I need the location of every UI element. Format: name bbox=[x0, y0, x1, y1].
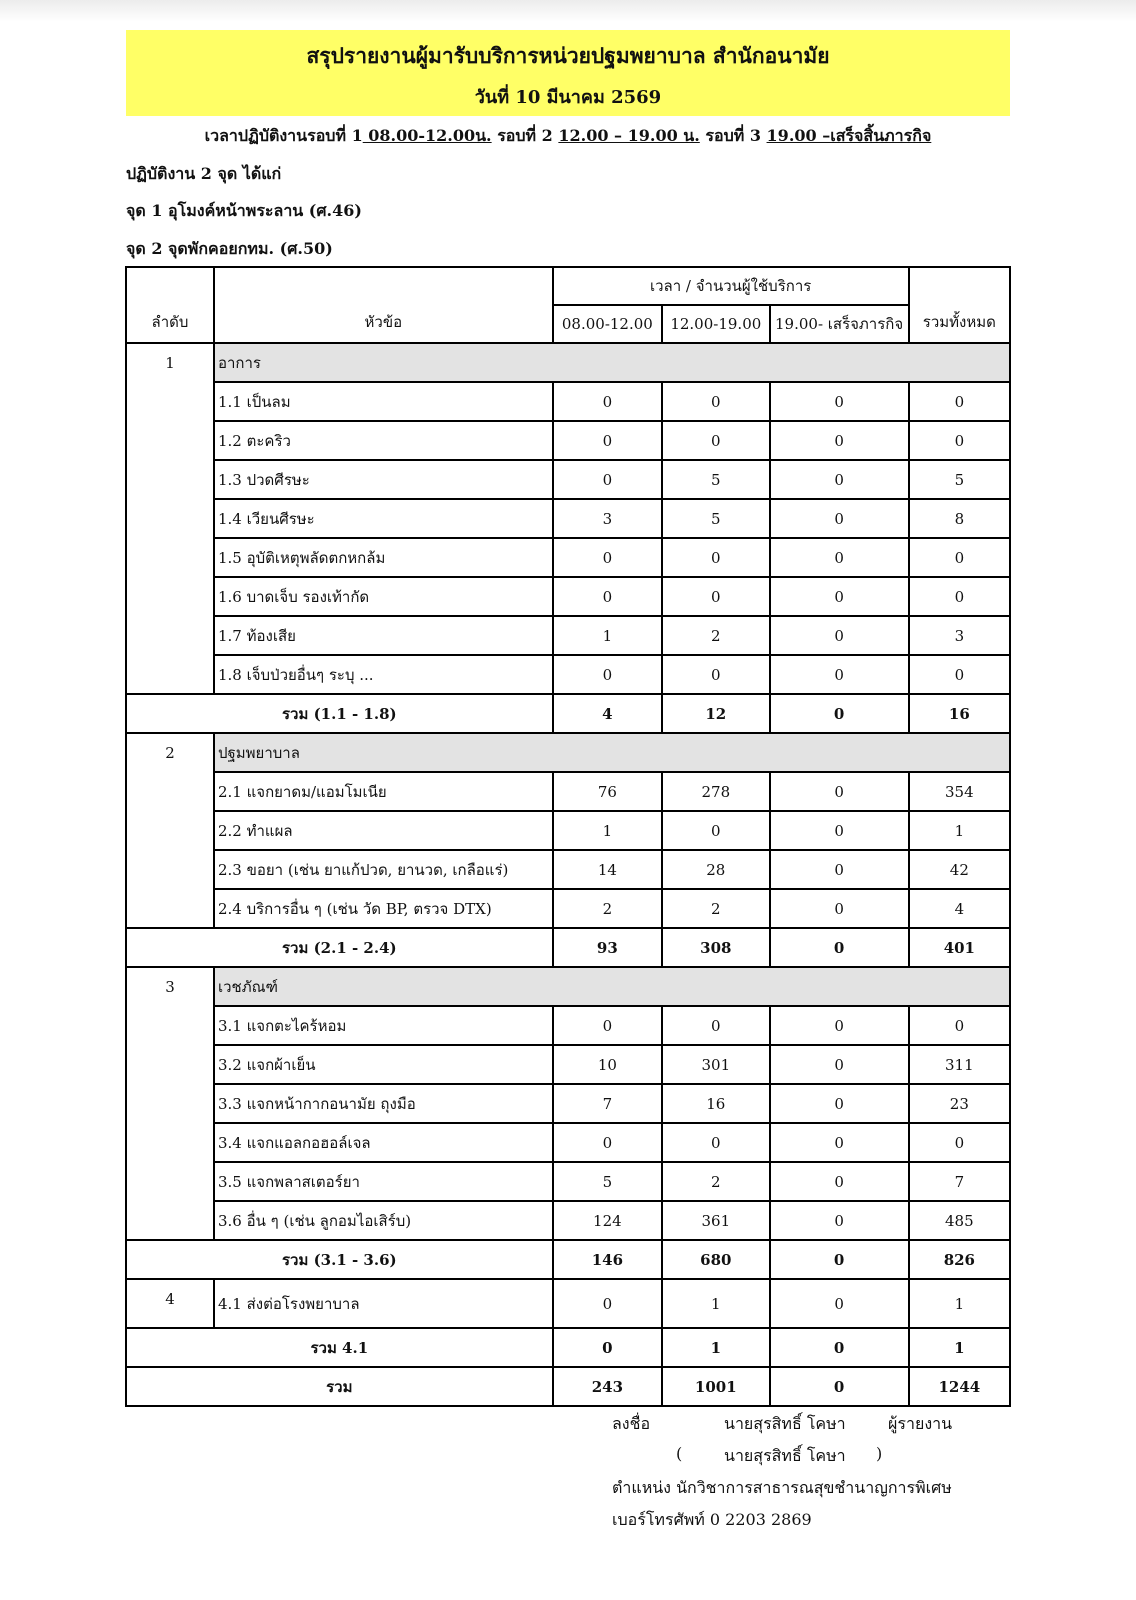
signer-role: ผู้รายงาน bbox=[888, 1414, 953, 1433]
table-row bbox=[126, 1084, 1010, 1123]
header-shift-1: 08.00-12.00 bbox=[553, 305, 662, 343]
cell-shift-3: 0 bbox=[770, 382, 909, 421]
sign-label: ลงชื่อ bbox=[612, 1414, 651, 1433]
subtotal-row bbox=[126, 1328, 1010, 1367]
cell-total: 0 bbox=[909, 577, 1010, 616]
item-label: 3.2 แจกผ้าเย็น bbox=[214, 1045, 553, 1084]
cell-shift-3: 0 bbox=[770, 1123, 909, 1162]
section-title: เวชภัณฑ์ bbox=[214, 967, 1010, 1006]
item-label: 1.2 ตะคริว bbox=[214, 421, 553, 460]
cell-shift-1: 3 bbox=[553, 499, 662, 538]
cell-shift-2: 2 bbox=[662, 889, 769, 928]
item-label: 3.3 แจกหน้ากากอนามัย ถุงมือ bbox=[214, 1084, 553, 1123]
subtotal-row bbox=[126, 928, 1010, 967]
item-label: 4.1 ส่งต่อโรงพยาบาล bbox=[214, 1279, 553, 1328]
subtotal-shift-3: 0 bbox=[770, 928, 909, 967]
subtotal-row bbox=[126, 1240, 1010, 1279]
cell-shift-1: 0 bbox=[553, 1279, 662, 1328]
cell-total: 0 bbox=[909, 1123, 1010, 1162]
cell-shift-1: 0 bbox=[553, 1006, 662, 1045]
cell-shift-2: 0 bbox=[662, 382, 769, 421]
cell-shift-3: 0 bbox=[770, 460, 909, 499]
table-row bbox=[126, 538, 1010, 577]
signer-position: ตำแหน่ง นักวิชาการสาธารณสุขชำนาญการพิเศษ bbox=[612, 1478, 952, 1497]
subtotal-total: 1 bbox=[909, 1328, 1010, 1367]
subtotal-label: รวม (1.1 - 1.8) bbox=[126, 694, 553, 733]
cell-total: 0 bbox=[909, 421, 1010, 460]
table-row bbox=[126, 1162, 1010, 1201]
grand-total-row bbox=[126, 1367, 1010, 1406]
grand-total: 1244 bbox=[909, 1367, 1010, 1406]
cell-shift-3: 0 bbox=[770, 1045, 909, 1084]
cell-total: 5 bbox=[909, 460, 1010, 499]
cell-shift-2: 2 bbox=[662, 616, 769, 655]
cell-shift-2: 301 bbox=[662, 1045, 769, 1084]
cell-shift-1: 14 bbox=[553, 850, 662, 889]
cell-shift-2: 0 bbox=[662, 1006, 769, 1045]
cell-total: 1 bbox=[909, 1279, 1010, 1328]
shift2-time: 12.00 – 19.00 น. bbox=[558, 126, 700, 145]
cell-shift-3: 0 bbox=[770, 1006, 909, 1045]
section-title: ปฐมพยาบาล bbox=[214, 733, 1010, 772]
subtotal-row bbox=[126, 694, 1010, 733]
header-time-group: เวลา / จำนวนผู้ใช้บริการ bbox=[553, 267, 909, 305]
item-label: 3.4 แจกแอลกอฮอล์เจล bbox=[214, 1123, 553, 1162]
cell-total: 354 bbox=[909, 772, 1010, 811]
table-row bbox=[126, 382, 1010, 421]
subtotal-total: 826 bbox=[909, 1240, 1010, 1279]
report-table bbox=[125, 266, 1011, 1407]
point-2: จุด 2 จุดพักคอยกทม. (ศ.50) bbox=[126, 239, 333, 258]
cell-shift-2: 0 bbox=[662, 655, 769, 694]
table-row bbox=[126, 1279, 1010, 1328]
subtotal-total: 401 bbox=[909, 928, 1010, 967]
cell-total: 4 bbox=[909, 889, 1010, 928]
cell-shift-1: 2 bbox=[553, 889, 662, 928]
subtotal-label: รวม (3.1 - 3.6) bbox=[126, 1240, 553, 1279]
section-title: อาการ bbox=[214, 343, 1010, 382]
cell-shift-2: 16 bbox=[662, 1084, 769, 1123]
item-label: 2.1 แจกยาดม/แอมโมเนีย bbox=[214, 772, 553, 811]
subtotal-label: รวม 4.1 bbox=[126, 1328, 553, 1367]
cell-shift-2: 0 bbox=[662, 811, 769, 850]
shift-times bbox=[0, 124, 1136, 149]
item-label: 1.1 เป็นลม bbox=[214, 382, 553, 421]
cell-shift-1: 7 bbox=[553, 1084, 662, 1123]
close-paren: ) bbox=[876, 1444, 883, 1463]
cell-shift-3: 0 bbox=[770, 421, 909, 460]
cell-shift-1: 0 bbox=[553, 655, 662, 694]
top-shadow bbox=[0, 0, 1136, 22]
cell-total: 7 bbox=[909, 1162, 1010, 1201]
cell-total: 0 bbox=[909, 538, 1010, 577]
shift1-prefix: เวลาปฏิบัติงานรอบที่ 1 bbox=[204, 126, 363, 145]
item-label: 1.6 บาดเจ็บ รองเท้ากัด bbox=[214, 577, 553, 616]
cell-shift-1: 1 bbox=[553, 811, 662, 850]
item-label: 1.5 อุบัติเหตุพลัดตกหกล้ม bbox=[214, 538, 553, 577]
cell-shift-3: 0 bbox=[770, 1279, 909, 1328]
subtotal-shift-2: 680 bbox=[662, 1240, 769, 1279]
section-row bbox=[126, 343, 1010, 382]
section-number: 1 bbox=[126, 343, 214, 694]
cell-shift-2: 1 bbox=[662, 1279, 769, 1328]
section-number: 4 bbox=[126, 1279, 214, 1328]
subtotal-shift-1: 0 bbox=[553, 1328, 662, 1367]
section-row bbox=[126, 733, 1010, 772]
item-label: 2.4 บริการอื่น ๆ (เช่น วัด BP, ตรวจ DTX) bbox=[214, 889, 553, 928]
cell-total: 1 bbox=[909, 811, 1010, 850]
grand-shift-2: 1001 bbox=[662, 1367, 769, 1406]
cell-shift-1: 0 bbox=[553, 1123, 662, 1162]
signer-name: นายสุรสิทธิ์ โคษา bbox=[724, 1414, 846, 1433]
table-row bbox=[126, 1201, 1010, 1240]
subtotal-shift-2: 1 bbox=[662, 1328, 769, 1367]
cell-total: 0 bbox=[909, 1006, 1010, 1045]
item-label: 3.6 อื่น ๆ (เช่น ลูกอมไอเสิร์บ) bbox=[214, 1201, 553, 1240]
subtotal-shift-1: 93 bbox=[553, 928, 662, 967]
subtotal-shift-3: 0 bbox=[770, 1328, 909, 1367]
shift1-time: 08.00-12.00น. bbox=[362, 126, 492, 145]
table-row bbox=[126, 1006, 1010, 1045]
report-body bbox=[126, 343, 1010, 1406]
cell-total: 42 bbox=[909, 850, 1010, 889]
cell-shift-3: 0 bbox=[770, 616, 909, 655]
grand-total-label: รวม bbox=[126, 1367, 553, 1406]
cell-shift-2: 28 bbox=[662, 850, 769, 889]
cell-shift-2: 0 bbox=[662, 577, 769, 616]
table-row bbox=[126, 889, 1010, 928]
subtotal-shift-1: 4 bbox=[553, 694, 662, 733]
subtotal-shift-1: 146 bbox=[553, 1240, 662, 1279]
grand-shift-3: 0 bbox=[770, 1367, 909, 1406]
header-shift-2: 12.00-19.00 bbox=[662, 305, 769, 343]
header-topic: หัวข้อ bbox=[214, 267, 553, 343]
section-row bbox=[126, 967, 1010, 1006]
cell-shift-3: 0 bbox=[770, 850, 909, 889]
cell-shift-2: 0 bbox=[662, 421, 769, 460]
header-total: รวมทั้งหมด bbox=[909, 267, 1010, 343]
cell-total: 485 bbox=[909, 1201, 1010, 1240]
report-date: วันที่ 10 มีนาคม 2569 bbox=[474, 87, 662, 108]
cell-shift-3: 0 bbox=[770, 499, 909, 538]
cell-total: 23 bbox=[909, 1084, 1010, 1123]
cell-shift-1: 10 bbox=[553, 1045, 662, 1084]
table-row bbox=[126, 616, 1010, 655]
cell-total: 0 bbox=[909, 382, 1010, 421]
item-label: 1.4 เวียนศีรษะ bbox=[214, 499, 553, 538]
cell-shift-1: 5 bbox=[553, 1162, 662, 1201]
points-intro: ปฏิบัติงาน 2 จุด ได้แก่ bbox=[126, 164, 282, 183]
cell-shift-3: 0 bbox=[770, 655, 909, 694]
cell-shift-3: 0 bbox=[770, 1084, 909, 1123]
signer-phone: เบอร์โทรศัพท์ 0 2203 2869 bbox=[612, 1510, 812, 1529]
cell-shift-2: 361 bbox=[662, 1201, 769, 1240]
cell-shift-2: 5 bbox=[662, 499, 769, 538]
report-title: สรุปรายงานผู้มารับบริการหน่วยปฐมพยาบาล สำนักอนามัย bbox=[306, 43, 830, 68]
section-number: 3 bbox=[126, 967, 214, 1240]
cell-shift-3: 0 bbox=[770, 772, 909, 811]
table-row bbox=[126, 460, 1010, 499]
subtotal-label: รวม (2.1 - 2.4) bbox=[126, 928, 553, 967]
cell-shift-1: 0 bbox=[553, 538, 662, 577]
cell-shift-1: 0 bbox=[553, 382, 662, 421]
table-row bbox=[126, 1123, 1010, 1162]
cell-total: 3 bbox=[909, 616, 1010, 655]
section-number: 2 bbox=[126, 733, 214, 928]
item-label: 3.5 แจกพลาสเตอร์ยา bbox=[214, 1162, 553, 1201]
cell-shift-3: 0 bbox=[770, 889, 909, 928]
shift3-time: 19.00 –เสร็จสิ้นภารกิจ bbox=[766, 126, 932, 145]
table-row bbox=[126, 1045, 1010, 1084]
cell-total: 8 bbox=[909, 499, 1010, 538]
cell-shift-3: 0 bbox=[770, 811, 909, 850]
cell-shift-3: 0 bbox=[770, 1201, 909, 1240]
item-label: 2.3 ขอยา (เช่น ยาแก้ปวด, ยานวด, เกลือแร่) bbox=[214, 850, 553, 889]
cell-total: 0 bbox=[909, 655, 1010, 694]
cell-shift-3: 0 bbox=[770, 1162, 909, 1201]
grand-shift-1: 243 bbox=[553, 1367, 662, 1406]
cell-shift-3: 0 bbox=[770, 538, 909, 577]
table-row bbox=[126, 655, 1010, 694]
cell-shift-2: 278 bbox=[662, 772, 769, 811]
header-seq: ลำดับ bbox=[126, 267, 214, 343]
cell-shift-1: 124 bbox=[553, 1201, 662, 1240]
open-paren: ( bbox=[676, 1444, 683, 1463]
table-row bbox=[126, 850, 1010, 889]
subtotal-total: 16 bbox=[909, 694, 1010, 733]
table-row bbox=[126, 811, 1010, 850]
header-shift-3: 19.00- เสร็จภารกิจ bbox=[770, 305, 909, 343]
cell-shift-1: 76 bbox=[553, 772, 662, 811]
cell-shift-2: 2 bbox=[662, 1162, 769, 1201]
item-label: 2.2 ทำแผล bbox=[214, 811, 553, 850]
cell-shift-3: 0 bbox=[770, 577, 909, 616]
item-label: 3.1 แจกตะไคร้หอม bbox=[214, 1006, 553, 1045]
cell-shift-1: 1 bbox=[553, 616, 662, 655]
point-1: จุด 1 อุโมงค์หน้าพระลาน (ศ.46) bbox=[126, 201, 362, 220]
item-label: 1.7 ท้องเสีย bbox=[214, 616, 553, 655]
subtotal-shift-3: 0 bbox=[770, 694, 909, 733]
subtotal-shift-3: 0 bbox=[770, 1240, 909, 1279]
title-banner bbox=[126, 30, 1010, 116]
subtotal-shift-2: 12 bbox=[662, 694, 769, 733]
item-label: 1.8 เจ็บป่วยอื่นๆ ระบุ ... bbox=[214, 655, 553, 694]
table-row bbox=[126, 577, 1010, 616]
shift3-prefix: รอบที่ 3 bbox=[699, 126, 767, 145]
shift2-prefix: รอบที่ 2 bbox=[491, 126, 559, 145]
item-label: 1.3 ปวดศีรษะ bbox=[214, 460, 553, 499]
signer-name-paren: นายสุรสิทธิ์ โคษา bbox=[724, 1446, 846, 1465]
cell-shift-1: 0 bbox=[553, 460, 662, 499]
cell-shift-1: 0 bbox=[553, 421, 662, 460]
cell-shift-1: 0 bbox=[553, 577, 662, 616]
table-row bbox=[126, 499, 1010, 538]
table-row bbox=[126, 772, 1010, 811]
cell-total: 311 bbox=[909, 1045, 1010, 1084]
cell-shift-2: 0 bbox=[662, 538, 769, 577]
table-row bbox=[126, 421, 1010, 460]
subtotal-shift-2: 308 bbox=[662, 928, 769, 967]
cell-shift-2: 5 bbox=[662, 460, 769, 499]
cell-shift-2: 0 bbox=[662, 1123, 769, 1162]
